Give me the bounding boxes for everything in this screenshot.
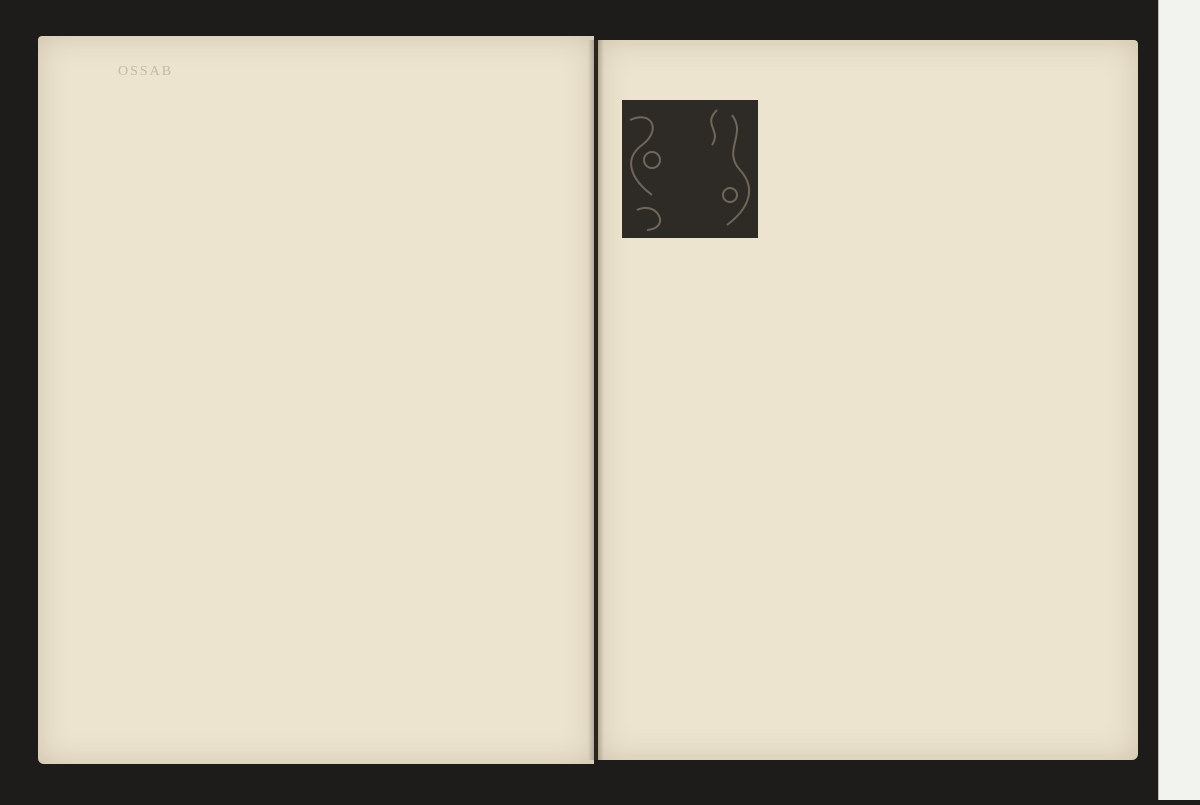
measuring-ruler [1158, 0, 1200, 800]
bleedthrough-text: OSSAB [118, 64, 174, 79]
